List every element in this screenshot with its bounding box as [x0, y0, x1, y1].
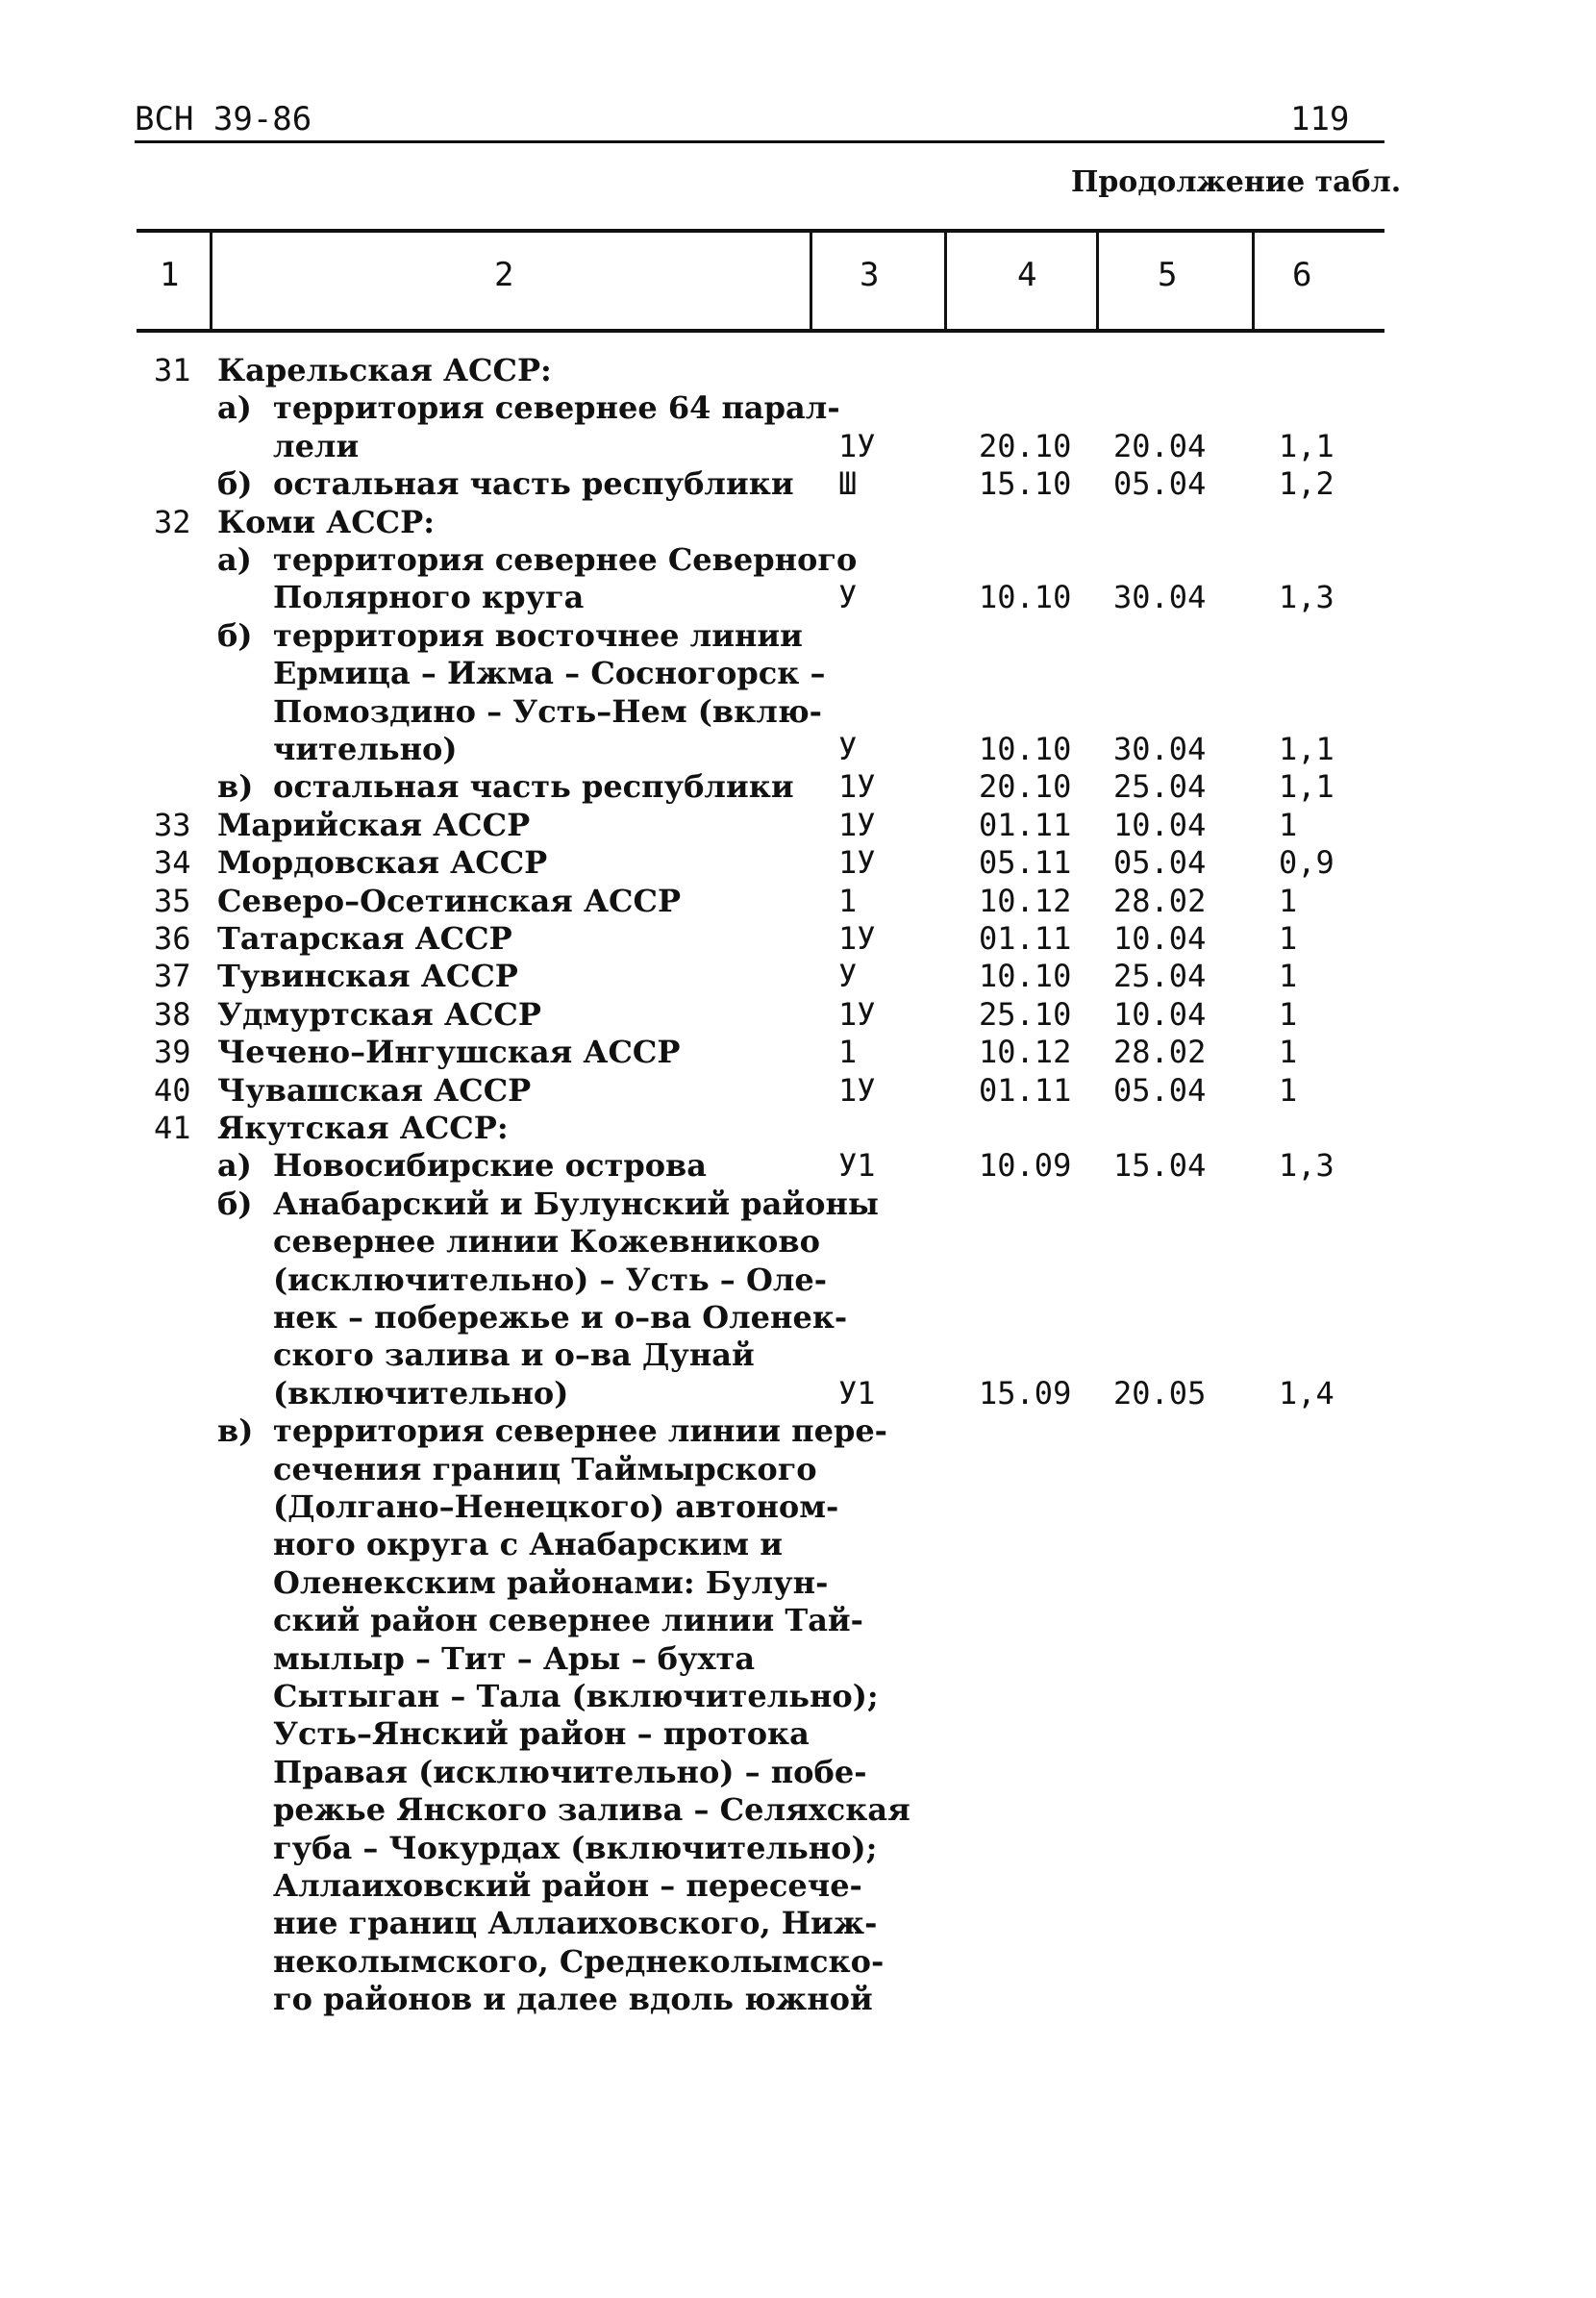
cell-coefficient: 1 — [1279, 1072, 1298, 1109]
table-row — [0, 1981, 1596, 2018]
cell-end-date: 15.04 — [1113, 1147, 1207, 1184]
cell-start-date: 10.09 — [979, 1147, 1072, 1184]
item-label: а) — [217, 389, 252, 426]
cell-zone: 1У — [838, 1072, 876, 1109]
column-divider — [810, 233, 812, 329]
cell-coefficient: 1 — [1279, 920, 1298, 957]
row-text: Усть–Янский район – протока — [273, 1715, 810, 1752]
cell-zone: 1У — [838, 768, 876, 805]
row-text: неколымского, Среднеколымско- — [273, 1943, 885, 1980]
table-row — [0, 1867, 1596, 1905]
table-row — [0, 541, 1596, 579]
row-text: Якутская АССР: — [217, 1110, 509, 1146]
item-label: в) — [217, 1412, 254, 1449]
row-text: Помоздино – Усть–Нем (вклю- — [273, 693, 822, 730]
table-row — [0, 1147, 1596, 1185]
table-row — [0, 1564, 1596, 1602]
item-label: а) — [217, 1147, 252, 1184]
cell-start-date: 01.11 — [979, 920, 1072, 957]
column-divider — [210, 233, 212, 329]
table-row — [0, 1451, 1596, 1488]
table-row — [0, 617, 1596, 655]
cell-end-date: 30.04 — [1113, 579, 1207, 615]
cell-zone: У — [838, 958, 858, 994]
table-row — [0, 731, 1596, 768]
item-label: б) — [217, 465, 253, 502]
row-text: ский район севернее линии Тай- — [273, 1602, 863, 1638]
table-row — [0, 1943, 1596, 1981]
row-text: Тувинская АССР — [217, 958, 518, 994]
row-text: остальная часть республики — [273, 768, 794, 805]
table-row — [0, 1299, 1596, 1336]
cell-coefficient: 1,3 — [1279, 1147, 1334, 1184]
row-text: мылыр – Тит – Ары – бухта — [273, 1640, 756, 1677]
table-row — [0, 389, 1596, 427]
row-number: 31 — [154, 352, 191, 388]
row-text: го районов и далее вдоль южной — [273, 1981, 873, 2017]
cell-end-date: 05.04 — [1113, 465, 1207, 502]
cell-zone: 1У — [838, 428, 876, 464]
cell-zone: 1У — [838, 920, 876, 957]
cell-start-date: 10.12 — [979, 883, 1072, 919]
row-text: Мордовская АССР — [217, 844, 548, 881]
row-number: 39 — [154, 1034, 191, 1070]
table-header — [137, 229, 1384, 333]
table-row — [0, 1375, 1596, 1412]
table-row — [0, 1715, 1596, 1753]
row-text: ние границ Аллаиховского, Ниж- — [273, 1905, 878, 1941]
cell-end-date: 28.02 — [1113, 1034, 1207, 1070]
cell-end-date: 10.04 — [1113, 807, 1207, 843]
row-text: ного округа с Анабарским и — [273, 1526, 783, 1562]
table-row — [0, 1678, 1596, 1715]
table-row — [0, 693, 1596, 731]
column-header-3: 3 — [860, 256, 880, 294]
cell-start-date: 10.10 — [979, 958, 1072, 994]
header-rule — [135, 140, 1384, 143]
row-text: территория севернее Северного — [273, 541, 858, 578]
row-number: 34 — [154, 844, 191, 881]
row-text: Анабарский и Булунский районы — [273, 1186, 879, 1222]
table-row — [0, 352, 1596, 389]
cell-start-date: 25.10 — [979, 996, 1072, 1033]
table-row — [0, 883, 1596, 920]
row-number: 33 — [154, 807, 191, 843]
row-text: (включительно) — [273, 1375, 569, 1411]
document-code: ВСН 39-86 — [135, 100, 312, 138]
row-text: остальная часть республики — [273, 465, 794, 502]
row-text: лели — [273, 428, 360, 464]
table-row — [0, 1336, 1596, 1374]
cell-start-date: 20.10 — [979, 428, 1072, 464]
table-row — [0, 844, 1596, 882]
row-text: Правая (исключительно) – побе- — [273, 1754, 867, 1790]
cell-coefficient: 1 — [1279, 1034, 1298, 1070]
cell-zone: 1У — [838, 844, 876, 881]
table-row — [0, 1602, 1596, 1639]
column-divider — [944, 233, 947, 329]
cell-coefficient: 1,1 — [1279, 731, 1334, 767]
row-text: Чечено–Ингушская АССР — [217, 1034, 681, 1070]
item-label: б) — [217, 617, 253, 654]
cell-start-date: 01.11 — [979, 807, 1072, 843]
row-number: 41 — [154, 1110, 191, 1146]
cell-coefficient: 1 — [1279, 996, 1298, 1033]
item-label: а) — [217, 541, 252, 578]
table-row — [0, 1830, 1596, 1867]
cell-zone: 1У — [838, 996, 876, 1033]
table-row — [0, 1072, 1596, 1110]
row-text: Полярного круга — [273, 579, 585, 615]
cell-coefficient: 1,2 — [1279, 465, 1334, 502]
cell-zone: 1У — [838, 807, 876, 843]
table-row — [0, 1905, 1596, 1942]
item-label: в) — [217, 768, 254, 805]
row-text: Татарская АССР — [217, 920, 512, 957]
page-number: 119 — [1290, 100, 1350, 138]
cell-end-date: 25.04 — [1113, 958, 1207, 994]
column-divider — [1096, 233, 1099, 329]
cell-coefficient: 1 — [1279, 958, 1298, 994]
row-text: территория севернее линии пере- — [273, 1412, 887, 1449]
cell-end-date: 05.04 — [1113, 844, 1207, 881]
row-text: территория восточнее линии — [273, 617, 803, 654]
row-text: губа – Чокурдах (включительно); — [273, 1830, 878, 1866]
row-text: Северо–Осетинская АССР — [217, 883, 682, 919]
cell-coefficient: 1,1 — [1279, 428, 1334, 464]
cell-end-date: 05.04 — [1113, 1072, 1207, 1109]
cell-start-date: 20.10 — [979, 768, 1072, 805]
row-text: Сытыган – Тала (включительно); — [273, 1678, 879, 1714]
cell-zone: 1 — [838, 1034, 858, 1070]
cell-end-date: 30.04 — [1113, 731, 1207, 767]
cell-end-date: 10.04 — [1113, 996, 1207, 1033]
cell-end-date: 20.04 — [1113, 428, 1207, 464]
table-row — [0, 1412, 1596, 1450]
row-text: режье Янского залива – Селяхская — [273, 1791, 910, 1828]
column-header-6: 6 — [1292, 256, 1312, 294]
row-text: ского залива и о–ва Дунай — [273, 1336, 755, 1373]
table-row — [0, 1754, 1596, 1791]
row-number: 40 — [154, 1072, 191, 1109]
row-text: сечения границ Таймырского — [273, 1451, 817, 1487]
column-divider — [1252, 233, 1255, 329]
row-text: Марийская АССР — [217, 807, 531, 843]
cell-zone: У — [838, 579, 858, 615]
row-text: Коми АССР: — [217, 504, 435, 540]
row-text: территория севернее 64 парал- — [273, 389, 840, 426]
table-row — [0, 428, 1596, 465]
cell-zone: 1 — [838, 883, 858, 919]
table-row — [0, 768, 1596, 806]
cell-start-date: 05.11 — [979, 844, 1072, 881]
row-text: Ермица – Ижма – Сосногорск – — [273, 655, 826, 691]
row-number: 32 — [154, 504, 191, 540]
table-row — [0, 465, 1596, 503]
cell-zone: Ш — [838, 465, 858, 502]
row-text: Карельская АССР: — [217, 352, 552, 388]
cell-zone: У1 — [838, 1375, 876, 1411]
cell-coefficient: 0,9 — [1279, 844, 1334, 881]
cell-start-date: 10.10 — [979, 579, 1072, 615]
cell-coefficient: 1,4 — [1279, 1375, 1334, 1411]
cell-end-date: 25.04 — [1113, 768, 1207, 805]
item-label: б) — [217, 1186, 253, 1222]
row-text: чительно) — [273, 731, 458, 767]
table-row — [0, 1223, 1596, 1261]
cell-zone: У — [838, 731, 858, 767]
column-header-4: 4 — [1017, 256, 1037, 294]
row-number: 35 — [154, 883, 191, 919]
column-header-1: 1 — [160, 256, 180, 294]
cell-start-date: 15.10 — [979, 465, 1072, 502]
cell-start-date: 10.12 — [979, 1034, 1072, 1070]
column-header-5: 5 — [1158, 256, 1178, 294]
cell-coefficient: 1,1 — [1279, 768, 1334, 805]
table-row — [0, 1186, 1596, 1223]
table-row — [0, 1526, 1596, 1563]
cell-end-date: 10.04 — [1113, 920, 1207, 957]
row-text: Удмуртская АССР — [217, 996, 541, 1033]
row-text: нек – побережье и о–ва Оленек- — [273, 1299, 848, 1336]
table-row — [0, 1791, 1596, 1829]
table-row — [0, 1110, 1596, 1147]
table-row — [0, 807, 1596, 844]
table-row — [0, 655, 1596, 692]
cell-end-date: 28.02 — [1113, 883, 1207, 919]
table-row — [0, 579, 1596, 616]
row-text: Аллаиховский район – пересече- — [273, 1867, 862, 1904]
row-text: Чувашская АССР — [217, 1072, 532, 1109]
cell-coefficient: 1 — [1279, 883, 1298, 919]
row-text: Оленекским районами: Булун- — [273, 1564, 829, 1601]
continuation-label: Продолжение табл. — [1071, 165, 1402, 199]
table-row — [0, 1488, 1596, 1526]
cell-coefficient: 1,3 — [1279, 579, 1334, 615]
row-number: 37 — [154, 958, 191, 994]
row-text: Новосибирские острова — [273, 1147, 707, 1184]
table-row — [0, 958, 1596, 995]
cell-end-date: 20.05 — [1113, 1375, 1207, 1411]
table-row — [0, 920, 1596, 958]
table-row — [0, 1261, 1596, 1299]
cell-start-date: 10.10 — [979, 731, 1072, 767]
cell-start-date: 01.11 — [979, 1072, 1072, 1109]
cell-start-date: 15.09 — [979, 1375, 1072, 1411]
column-header-2: 2 — [494, 256, 514, 294]
row-text: (исключительно) – Усть – Оле- — [273, 1261, 828, 1298]
row-text: (Долгано–Ненецкого) автоном- — [273, 1488, 839, 1525]
row-text: севернее линии Кожевниково — [273, 1223, 820, 1260]
row-number: 38 — [154, 996, 191, 1033]
table-row — [0, 1640, 1596, 1678]
cell-coefficient: 1 — [1279, 807, 1298, 843]
cell-zone: У1 — [838, 1147, 876, 1184]
table-row — [0, 1034, 1596, 1071]
table-row — [0, 996, 1596, 1034]
table-row — [0, 504, 1596, 541]
row-number: 36 — [154, 920, 191, 957]
